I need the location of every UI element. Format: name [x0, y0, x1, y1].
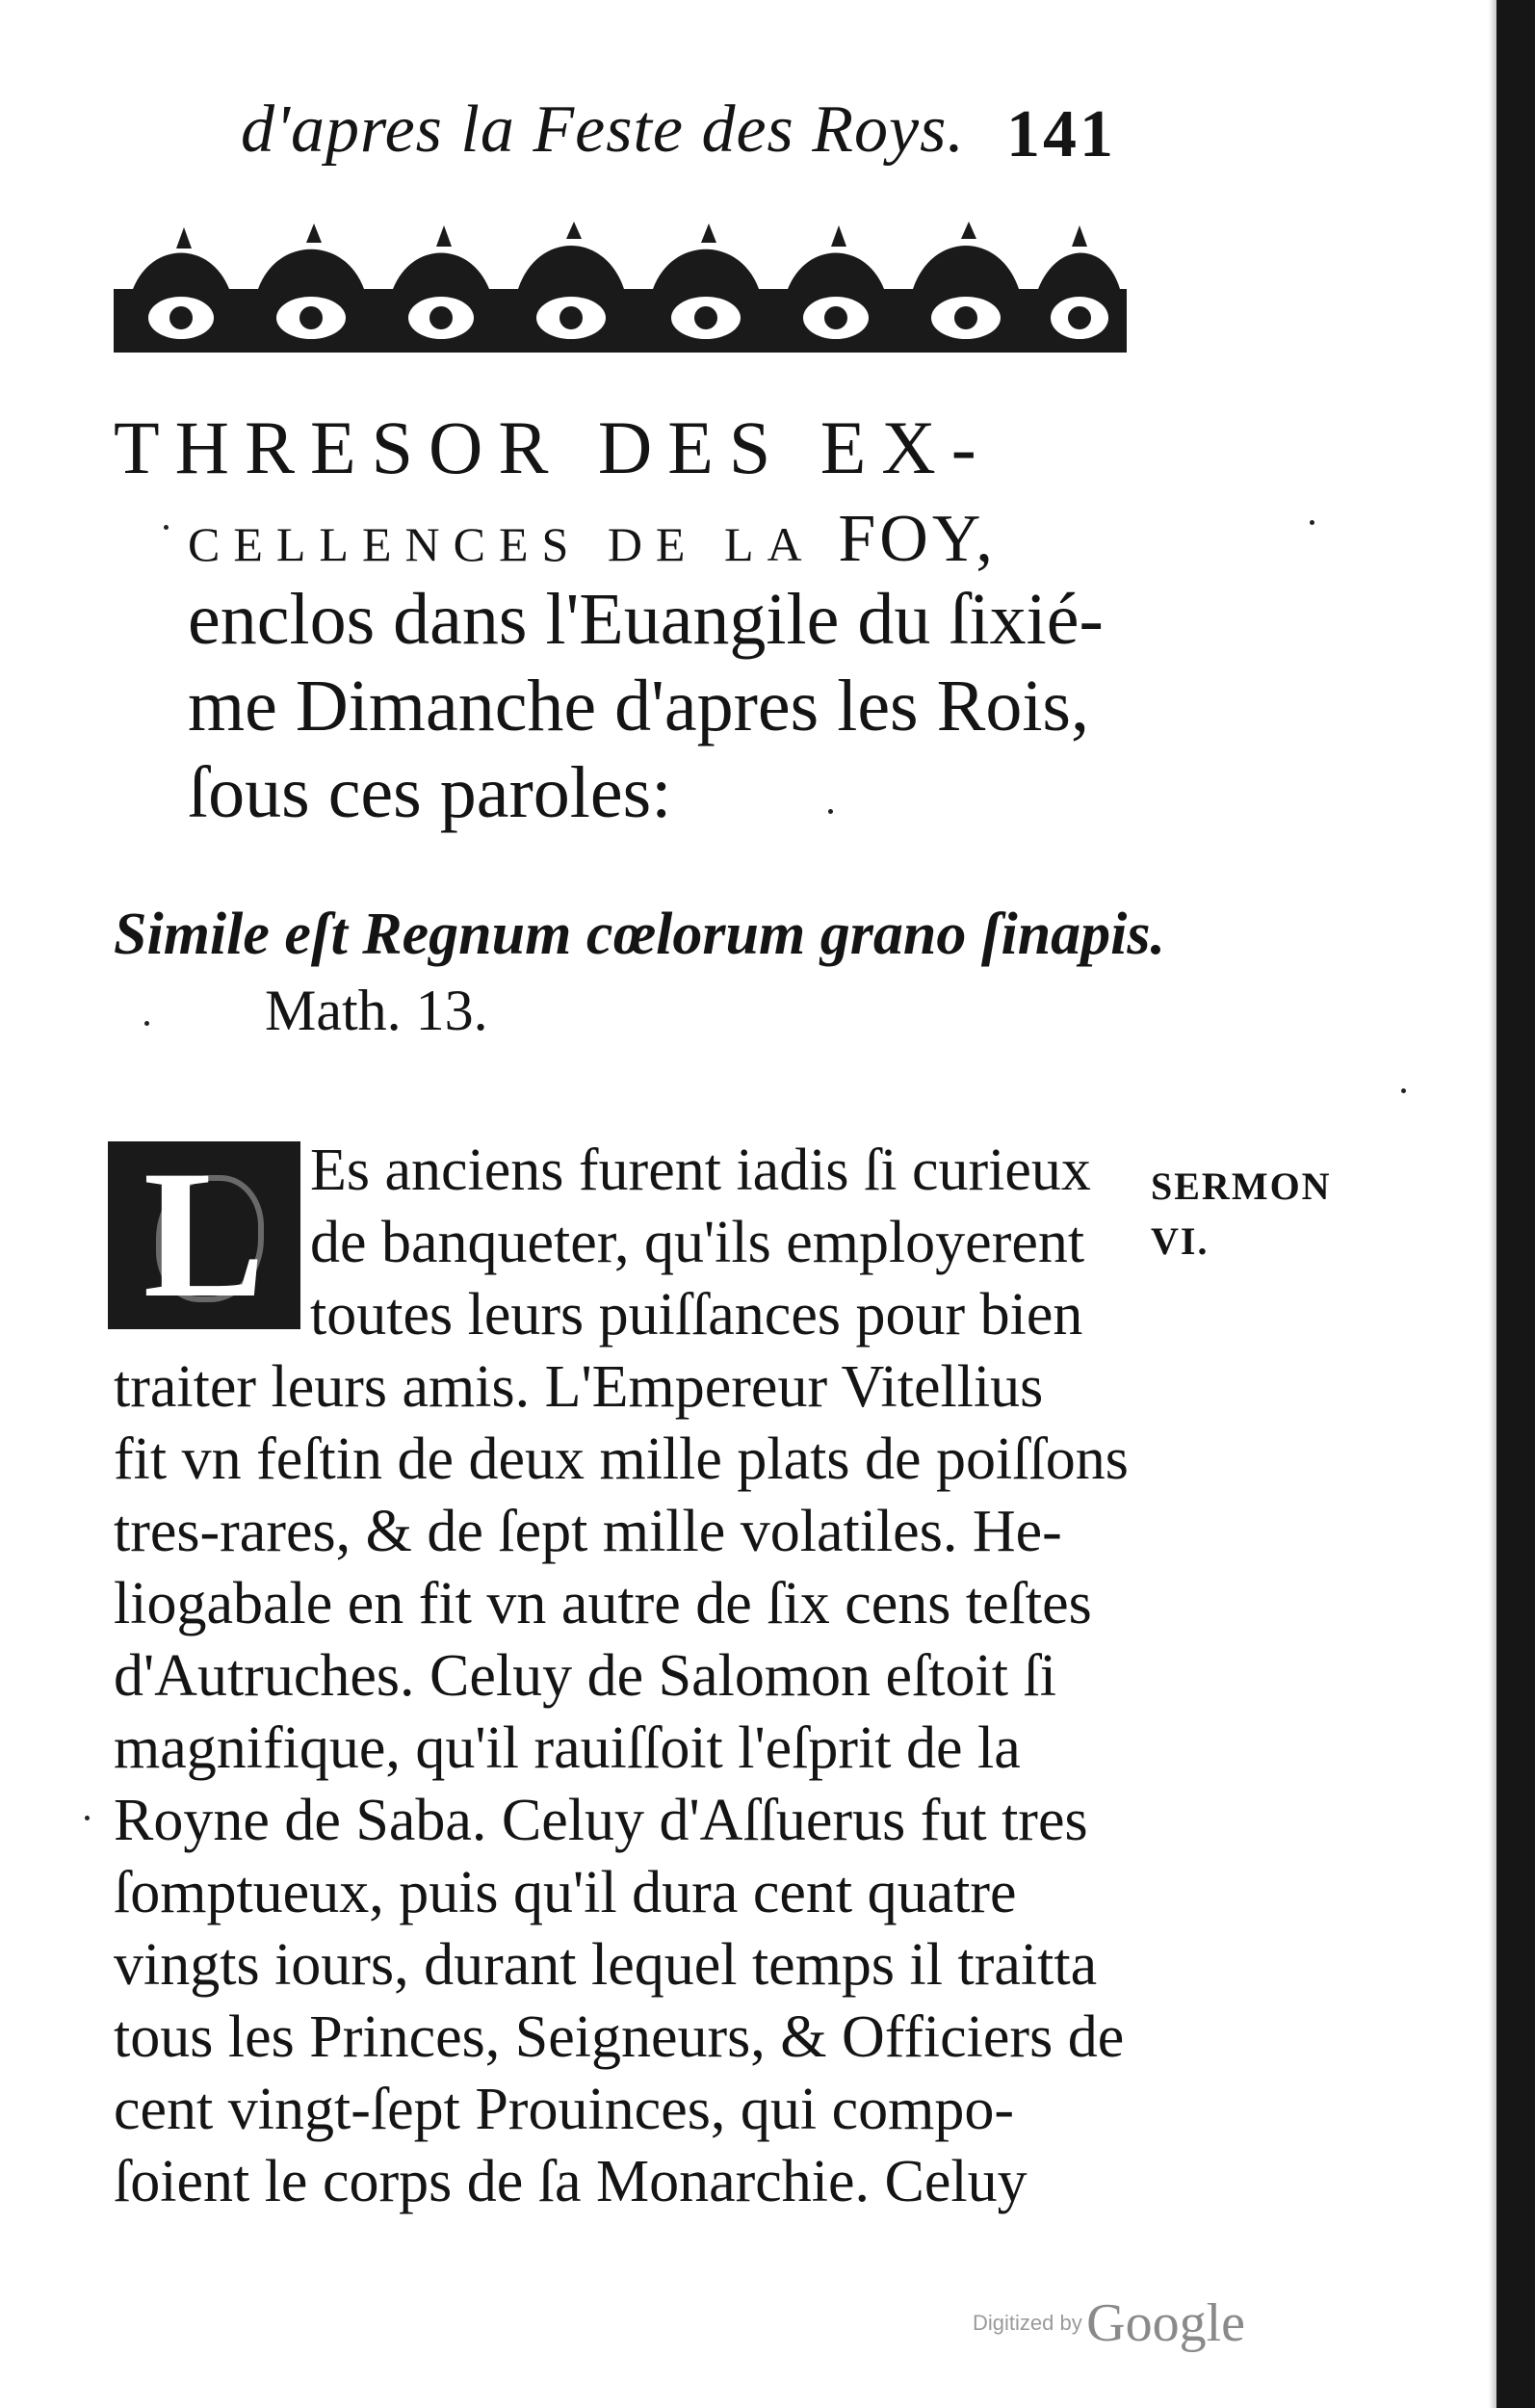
binding-shadow: [1489, 0, 1496, 2408]
title-line-2-big: FOY,: [838, 502, 997, 576]
body-line: traiter leurs amis. L'Empereur Vitellius: [114, 1354, 1044, 1420]
body-line: d'Autruches. Celuy de Salomon eſtoit ſi: [114, 1643, 1056, 1709]
title-line-1: THRESOR DES EX-: [114, 406, 992, 489]
body-line: tous les Princes, Seigneurs, & Officiers de: [114, 2004, 1125, 2070]
drop-cap-letter: L: [143, 1141, 266, 1329]
body-line: magnifique, qu'il rauiſſoit l'eſprit de la: [114, 1715, 1021, 1781]
digitized-watermark: [973, 2292, 1245, 2354]
title-line-2-small: CELLENCES DE LA: [188, 517, 813, 571]
body-line: ſomptueux, puis qu'il dura cent quatre: [114, 1860, 1017, 1925]
body-line: toutes leurs puiſſances pour bien: [310, 1282, 1083, 1348]
page-number: 141: [1006, 97, 1116, 171]
headpiece-ornament-icon: [114, 222, 1127, 356]
body-line: cent vingt-ſept Prouinces, qui compo-: [114, 2077, 1014, 2142]
title-line-5: ſous ces paroles:: [188, 752, 672, 833]
scan-speck: [164, 525, 169, 530]
scan-speck: [85, 1816, 90, 1820]
body-line: Es anciens furent iadis ſi curieux: [310, 1138, 1091, 1203]
google-logo: Google: [1086, 2293, 1246, 2353]
scripture-citation: Simile eſt Regnum cœlorum grano ſinapis.: [114, 902, 1166, 967]
scan-speck: [1401, 1088, 1406, 1093]
scan-speck: [144, 1021, 149, 1026]
margin-note-sermon: SERMON: [1151, 1165, 1332, 1208]
body-line: de banqueter, qu'ils employerent: [310, 1210, 1085, 1275]
binding-edge: [1496, 0, 1535, 2408]
running-head: d'apres la Feste des Roys.: [241, 92, 965, 167]
body-line: Royne de Saba. Celuy d'Aſſuerus fut tres: [114, 1788, 1088, 1853]
margin-note-number: VI.: [1151, 1219, 1210, 1263]
title-line-2: [188, 501, 997, 578]
body-line: vingts iours, durant lequel temps il traitta: [114, 1932, 1098, 1998]
title-line-4: me Dimanche d'apres les Rois,: [188, 666, 1090, 746]
body-line: fit vn feſtin de deux mille plats de poiſſons: [114, 1426, 1129, 1492]
citation-reference: Math. 13.: [265, 979, 488, 1042]
body-line: ſoient le corps de ſa Monarchie. Celuy: [114, 2149, 1028, 2214]
scan-speck: [828, 809, 833, 814]
watermark-prefix: Digitized by: [973, 2311, 1082, 2335]
body-line: liogabale en fit vn autre de ſix cens teſtes: [114, 1571, 1092, 1636]
body-line: tres-rares, & de ſept mille volatiles. He-: [114, 1499, 1062, 1564]
title-line-3: enclos dans l'Euangile du ſixié-: [188, 579, 1104, 660]
drop-cap: [108, 1141, 300, 1329]
scan-speck: [1310, 520, 1314, 525]
